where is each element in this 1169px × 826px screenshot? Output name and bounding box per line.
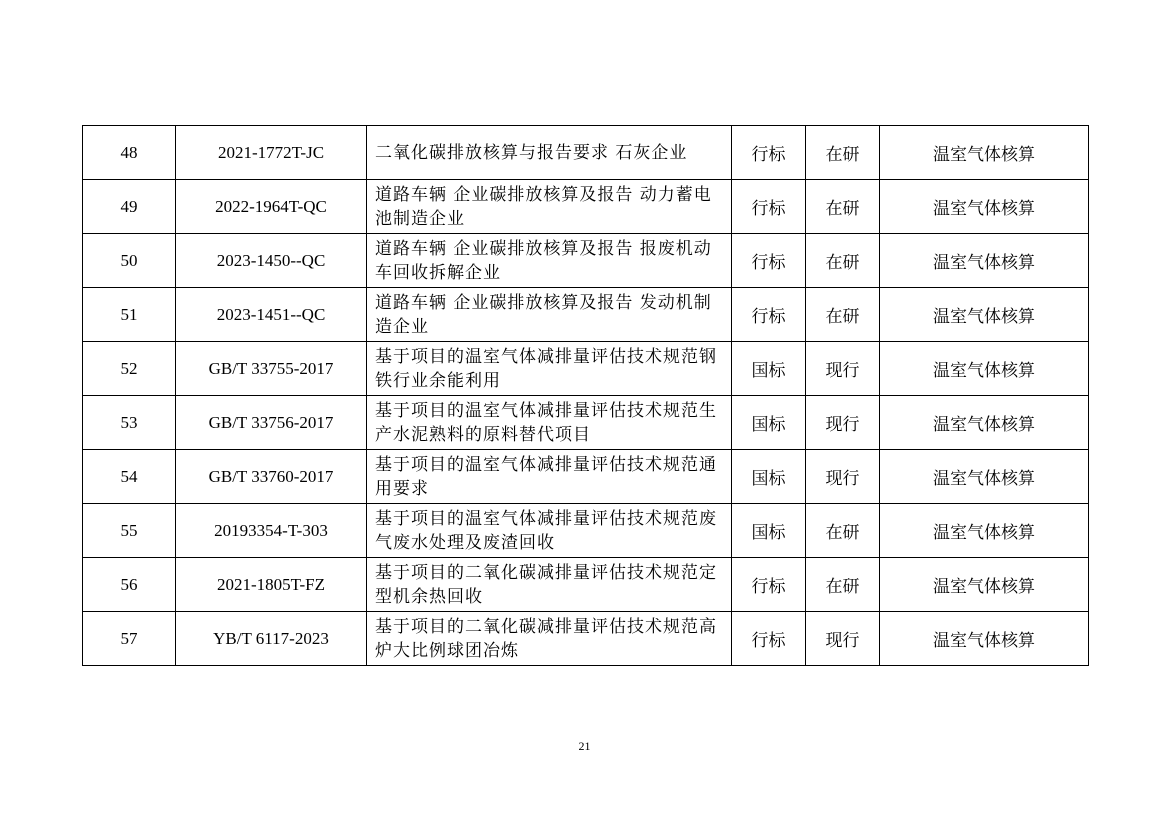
standard-code: 2021-1772T-JC <box>176 126 367 180</box>
standard-name: 道路车辆 企业碳排放核算及报告 发动机制造企业 <box>367 288 732 342</box>
row-number: 54 <box>83 450 176 504</box>
standard-code: 2023-1450--QC <box>176 234 367 288</box>
standard-status: 现行 <box>806 450 880 504</box>
standard-status: 在研 <box>806 288 880 342</box>
standard-code: GB/T 33756-2017 <box>176 396 367 450</box>
standard-category: 温室气体核算 <box>880 558 1089 612</box>
row-number: 52 <box>83 342 176 396</box>
standard-code: 2023-1451--QC <box>176 288 367 342</box>
standard-type: 国标 <box>732 504 806 558</box>
standard-category: 温室气体核算 <box>880 342 1089 396</box>
standard-code: 20193354-T-303 <box>176 504 367 558</box>
row-number: 55 <box>83 504 176 558</box>
standard-type: 行标 <box>732 126 806 180</box>
table-row <box>83 288 1089 342</box>
standard-status: 在研 <box>806 504 880 558</box>
standard-category: 温室气体核算 <box>880 612 1089 666</box>
row-number: 50 <box>83 234 176 288</box>
standard-category: 温室气体核算 <box>880 234 1089 288</box>
standard-code: 2021-1805T-FZ <box>176 558 367 612</box>
standard-name: 基于项目的二氧化碳减排量评估技术规范定型机余热回收 <box>367 558 732 612</box>
standards-table <box>82 125 1089 666</box>
standard-type: 行标 <box>732 180 806 234</box>
standard-type: 国标 <box>732 342 806 396</box>
row-number: 48 <box>83 126 176 180</box>
standard-name: 二氧化碳排放核算与报告要求 石灰企业 <box>367 126 732 180</box>
standard-type: 行标 <box>732 288 806 342</box>
table-body <box>83 126 1089 666</box>
standard-name: 基于项目的温室气体减排量评估技术规范生产水泥熟料的原料替代项目 <box>367 396 732 450</box>
standard-name: 基于项目的二氧化碳减排量评估技术规范高炉大比例球团冶炼 <box>367 612 732 666</box>
table-row <box>83 396 1089 450</box>
standard-type: 行标 <box>732 558 806 612</box>
standard-category: 温室气体核算 <box>880 504 1089 558</box>
standard-type: 行标 <box>732 612 806 666</box>
table-row <box>83 558 1089 612</box>
table-row <box>83 450 1089 504</box>
page-number: 21 <box>578 739 591 753</box>
row-number: 51 <box>83 288 176 342</box>
standard-type: 国标 <box>732 396 806 450</box>
standard-code: GB/T 33755-2017 <box>176 342 367 396</box>
standard-status: 现行 <box>806 612 880 666</box>
standard-category: 温室气体核算 <box>880 126 1089 180</box>
standard-status: 在研 <box>806 180 880 234</box>
table-row <box>83 342 1089 396</box>
standard-name: 基于项目的温室气体减排量评估技术规范废气废水处理及废渣回收 <box>367 504 732 558</box>
row-number: 57 <box>83 612 176 666</box>
standard-status: 在研 <box>806 234 880 288</box>
standard-name: 基于项目的温室气体减排量评估技术规范通用要求 <box>367 450 732 504</box>
standard-type: 国标 <box>732 450 806 504</box>
table-row <box>83 126 1089 180</box>
standard-type: 行标 <box>732 234 806 288</box>
row-number: 53 <box>83 396 176 450</box>
standard-category: 温室气体核算 <box>880 396 1089 450</box>
table-row <box>83 612 1089 666</box>
standard-code: 2022-1964T-QC <box>176 180 367 234</box>
standard-name: 基于项目的温室气体减排量评估技术规范钢铁行业余能利用 <box>367 342 732 396</box>
standard-category: 温室气体核算 <box>880 450 1089 504</box>
table-row <box>83 234 1089 288</box>
standard-category: 温室气体核算 <box>880 288 1089 342</box>
table-row <box>83 180 1089 234</box>
standard-code: GB/T 33760-2017 <box>176 450 367 504</box>
row-number: 49 <box>83 180 176 234</box>
standard-status: 在研 <box>806 558 880 612</box>
standard-category: 温室气体核算 <box>880 180 1089 234</box>
standard-status: 现行 <box>806 396 880 450</box>
standard-name: 道路车辆 企业碳排放核算及报告 动力蓄电池制造企业 <box>367 180 732 234</box>
table-row <box>83 504 1089 558</box>
standard-code: YB/T 6117-2023 <box>176 612 367 666</box>
standard-status: 在研 <box>806 126 880 180</box>
row-number: 56 <box>83 558 176 612</box>
standard-status: 现行 <box>806 342 880 396</box>
standard-name: 道路车辆 企业碳排放核算及报告 报废机动车回收拆解企业 <box>367 234 732 288</box>
